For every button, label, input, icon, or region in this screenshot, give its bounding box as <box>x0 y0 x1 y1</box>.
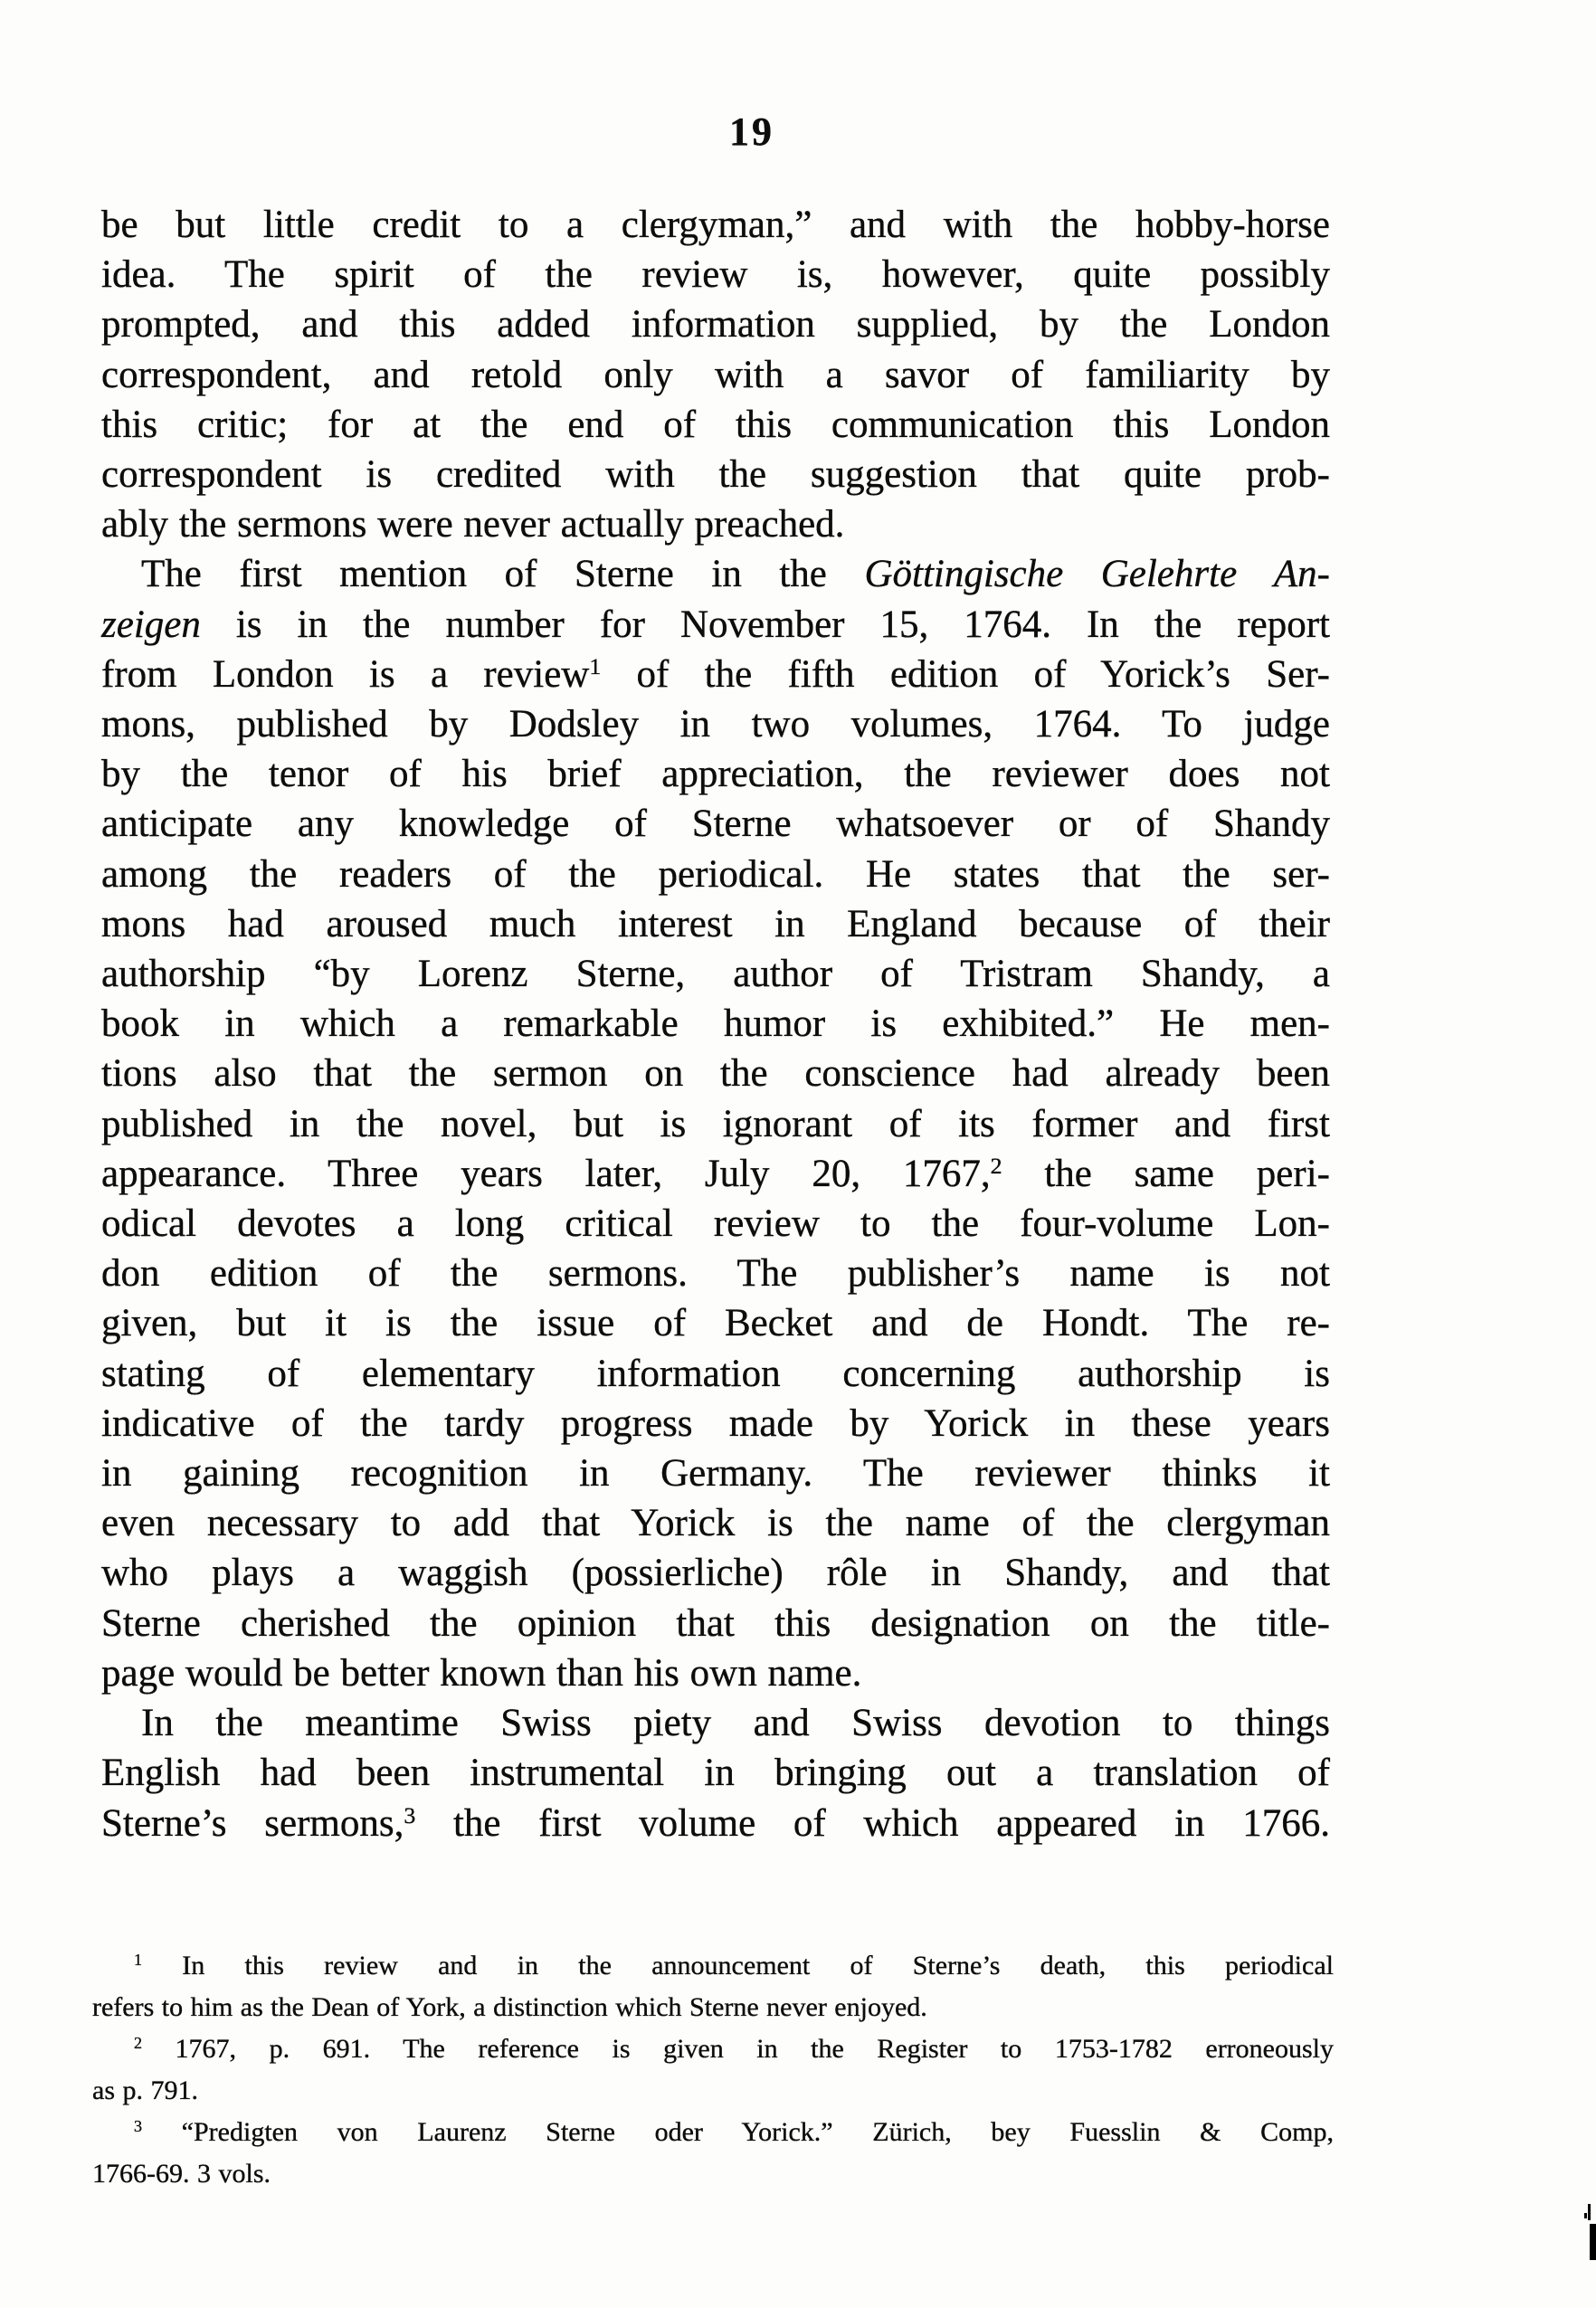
text-line: $^2$ 1767, p. 691. The reference is given in the Register to 1753-1782 erroneously <box>134 2034 1334 2064</box>
page-number: 19 <box>729 109 774 154</box>
text-line: appearance. Three years later, July 20, 1767,$^2$ the same peri- <box>101 1152 1330 1195</box>
text-line: published in the novel, but is ignorant of its former and first <box>101 1102 1330 1145</box>
footnotes-block <box>92 1945 1334 2195</box>
ink-mark <box>1584 2213 1587 2218</box>
text-line: indicative of the tardy progress made by Yorick in these years <box>101 1401 1330 1445</box>
paragraph <box>101 1698 1330 1848</box>
text-line: authorship “by Lorenz Sterne, author of Tristram Shandy, a <box>101 953 1330 996</box>
italic-text: Göttingische Gelehrte An- <box>864 553 1330 596</box>
text-line: don edition of the sermons. The publisher’s name is not <box>101 1252 1330 1296</box>
text-line: English had been instrumental in bringing out a translation of <box>101 1752 1330 1795</box>
footnote-marker: 3 <box>404 1801 416 1828</box>
text-line: stating of elementary information concerning authorship is <box>101 1352 1330 1395</box>
text-line: who plays a waggish (possierliche) rôle in Shandy, and that <box>101 1552 1330 1595</box>
text-line: book in which a remarkable humor is exhibited.” He men- <box>101 1002 1330 1046</box>
paragraph <box>101 200 1330 549</box>
text-line: ably the sermons were never actually preached. <box>101 503 845 546</box>
text-line: 1766-69. 3 vols. <box>92 2159 271 2189</box>
text-line: odical devotes a long critical review to the four-volume Lon- <box>101 1202 1330 1246</box>
text-line: be but little credit to a clergyman,” and with the hobby-horse <box>101 204 1330 246</box>
text-line: tions also that the sermon on the conscience had already been <box>101 1052 1330 1096</box>
footnote-marker: 2 <box>990 1152 1002 1179</box>
text-line: idea. The spirit of the review is, however, quite possibly <box>101 253 1330 297</box>
footnote-marker: 3 <box>134 2117 142 2136</box>
text-line: as p. 791. <box>92 2075 198 2105</box>
paragraph <box>101 549 1330 1698</box>
text-line: prompted, and this added information supplied, by the London <box>101 303 1330 347</box>
footnote-marker: 2 <box>134 2034 142 2053</box>
text-line: mons had aroused much interest in England because of their <box>101 902 1330 945</box>
text-line: among the readers of the periodical. He states that the ser- <box>101 852 1330 896</box>
text-line: correspondent is credited with the suggestion that quite prob- <box>101 453 1330 497</box>
text-line: mons, published by Dodsley in two volumes, 1764. To judge <box>101 703 1330 746</box>
page-body-text <box>101 200 1330 1848</box>
text-line: $^3$ “Predigten von Laurenz Sterne oder Yorick.” Zürich, bey Fuesslin & Comp, <box>134 2117 1334 2147</box>
footnote <box>92 2112 1334 2195</box>
footnote-marker: 1 <box>589 652 602 679</box>
text-line: even necessary to add that Yorick is the name of the clergyman <box>101 1502 1330 1545</box>
footnote-marker: 1 <box>134 1951 142 1970</box>
text-line: Sterne cherished the opinion that this designation on the title- <box>101 1601 1330 1645</box>
italic-text: zeigen <box>101 603 201 646</box>
ink-mark <box>1590 2224 1596 2260</box>
text-line: this critic; for at the end of this communication this London <box>101 403 1330 446</box>
text-line: The first mention of Sterne in the Göttingische Gelehrte An- <box>141 553 1330 596</box>
text-line: correspondent, and retold only with a savor of familiarity by <box>101 353 1330 396</box>
text-line: from London is a review$^1$ of the fifth edition of Yorick’s Ser- <box>101 652 1330 696</box>
text-line: In the meantime Swiss piety and Swiss devotion to things <box>141 1702 1330 1745</box>
text-line: zeigen is in the number for November 15, 1764. In the report <box>101 603 1330 646</box>
text-line: refers to him as the Dean of York, a distinction which Sterne never enjoyed. <box>92 1992 927 2022</box>
text-line: given, but it is the issue of Becket and de Hondt. The re- <box>101 1302 1330 1345</box>
footnote <box>92 2028 1334 2112</box>
text-line: $^1$ In this review and in the announcement of Sterne’s death, this periodical <box>134 1951 1334 1980</box>
ink-mark <box>1588 2204 1591 2220</box>
text-line: by the tenor of his brief appreciation, the reviewer does not <box>101 753 1330 796</box>
footnote <box>92 1945 1334 2028</box>
text-line: in gaining recognition in Germany. The reviewer thinks it <box>101 1452 1330 1496</box>
text-line: Sterne’s sermons,$^3$ the first volume of which appeared in 1766. <box>101 1801 1330 1845</box>
text-line: page would be better known than his own name. <box>101 1651 862 1695</box>
text-line: anticipate any knowledge of Sterne whatsoever or of Shandy <box>101 803 1330 846</box>
